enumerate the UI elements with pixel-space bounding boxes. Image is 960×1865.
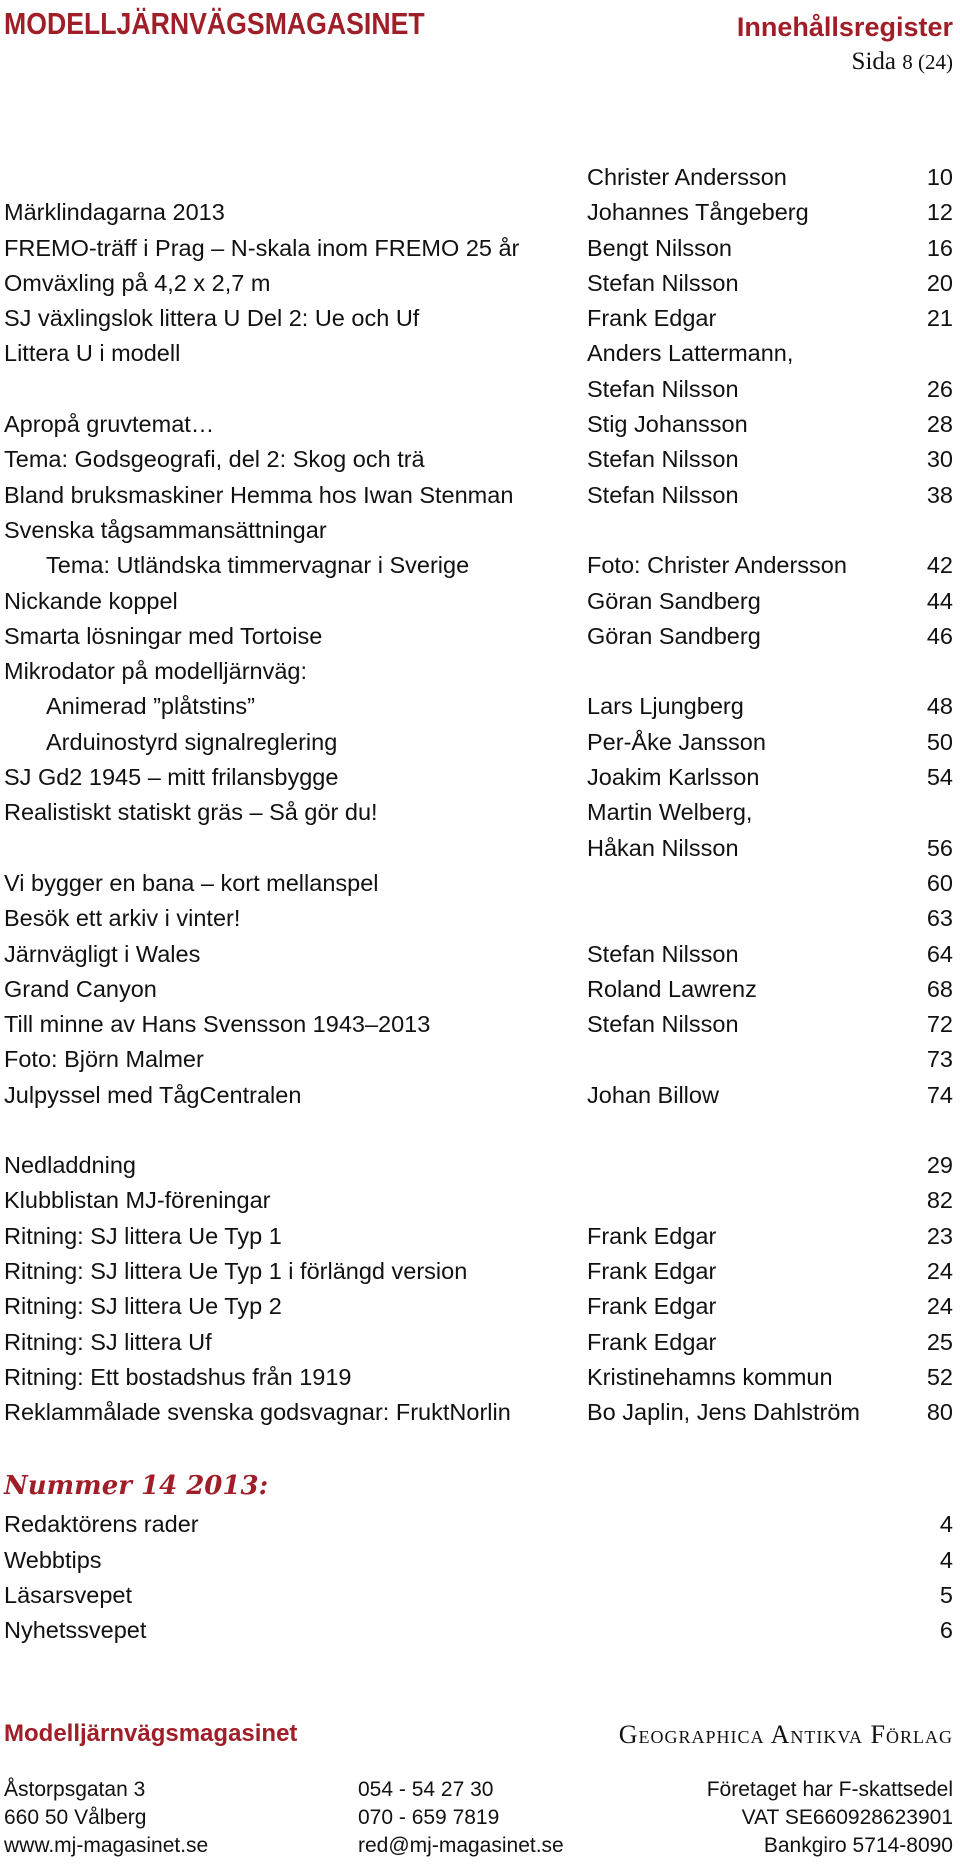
entry-title: Nickande koppel xyxy=(4,587,178,614)
entry-author: Stefan Nilsson xyxy=(587,1011,739,1038)
footer-cell: Företaget har F-skattsedel xyxy=(706,1778,953,1801)
entry-author: Johannes Tångeberg xyxy=(587,199,809,226)
entry-title: Ritning: SJ littera Ue Typ 1 i förlängd version xyxy=(4,1257,468,1284)
entry-title: FREMO-träff i Prag – N-skala inom FREMO 25 år xyxy=(4,234,520,261)
entry-author: Bengt Nilsson xyxy=(587,234,732,261)
entry-page: 10 xyxy=(926,164,953,190)
entry-author: Joakim Karlsson xyxy=(587,764,760,791)
toc-row xyxy=(0,548,960,583)
entry-page: 26 xyxy=(926,375,953,402)
toc-row xyxy=(0,407,960,442)
toc-row xyxy=(0,689,960,724)
entry-title: Vi bygger en bana – kort mellanspel xyxy=(4,869,379,896)
page-num: 8 (24) xyxy=(902,50,953,74)
toc-row xyxy=(0,1219,960,1254)
toc-row xyxy=(0,654,960,689)
entry-page: 4 xyxy=(939,1546,953,1573)
section-gap xyxy=(0,1430,960,1465)
entry-page: 21 xyxy=(926,305,953,332)
entry-author: Frank Edgar xyxy=(587,1257,717,1284)
entry-title: Tema: Godsgeografi, del 2: Skog och trä xyxy=(4,446,425,473)
section-title: Innehållsregister xyxy=(736,12,953,42)
toc-row xyxy=(0,619,960,654)
entry-title: Besök ett arkiv i vinter! xyxy=(4,905,241,932)
entry-author: Frank Edgar xyxy=(587,1222,717,1249)
section-gap xyxy=(0,1113,960,1148)
entry-title: Ritning: Ett bostadshus från 1919 xyxy=(4,1363,352,1390)
toc-row xyxy=(0,725,960,760)
toc-row xyxy=(0,1042,960,1077)
entry-author: Stefan Nilsson xyxy=(587,446,739,473)
entry-page: 68 xyxy=(926,975,953,1002)
table-of-contents xyxy=(0,160,960,1649)
entry-title: Omväxling på 4,2 x 2,7 m xyxy=(4,269,271,296)
toc-row xyxy=(0,195,960,230)
toc-row xyxy=(0,760,960,795)
entry-title: Animerad ”plåtstins” xyxy=(46,693,255,720)
entry-page: 63 xyxy=(926,905,953,932)
entry-title: Reklammålade svenska godsvagnar: FruktNorlin xyxy=(4,1399,511,1426)
entry-title: Webbtips xyxy=(4,1546,102,1573)
entry-page: 30 xyxy=(926,446,953,473)
toc-row xyxy=(0,266,960,301)
entry-title: Ritning: SJ littera Ue Typ 2 xyxy=(4,1293,282,1320)
entry-page: 72 xyxy=(926,1011,953,1038)
page-label: Sida xyxy=(851,48,896,75)
entry-page: 25 xyxy=(926,1328,953,1355)
entry-page: 44 xyxy=(926,587,953,614)
toc-row xyxy=(0,866,960,901)
entry-page: 16 xyxy=(926,234,953,261)
toc-row xyxy=(0,301,960,336)
entry-title: Apropå gruvtemat… xyxy=(4,411,215,438)
toc-row xyxy=(0,442,960,477)
entry-author: Christer Andersson xyxy=(587,164,787,190)
entry-title: Svenska tågsammansättningar xyxy=(4,516,327,543)
entry-page: 23 xyxy=(926,1222,953,1249)
entry-page: 29 xyxy=(926,1152,953,1179)
entry-title: Realistiskt statiskt gräs – Så gör du! xyxy=(4,799,378,826)
entry-author: Foto: Christer Andersson xyxy=(587,552,847,579)
footer-cell: Bankgiro 5714-8090 xyxy=(763,1834,953,1857)
toc-row xyxy=(0,1325,960,1360)
toc-row xyxy=(0,1078,960,1113)
entry-title: Järnvägligt i Wales xyxy=(4,940,201,967)
toc-row xyxy=(0,1395,960,1430)
entry-author: Stefan Nilsson xyxy=(587,940,739,967)
toc-row xyxy=(0,1543,960,1578)
entry-page: 6 xyxy=(939,1617,953,1644)
entry-title: Klubblistan MJ-föreningar xyxy=(4,1187,271,1214)
entry-author: Kristinehamns kommun xyxy=(587,1363,833,1390)
footer-cell: www.mj-magasinet.se xyxy=(4,1834,209,1857)
footer-cell: VAT SE660928623901 xyxy=(741,1806,953,1829)
toc-row xyxy=(0,160,960,195)
entry-title: Grand Canyon xyxy=(4,975,157,1002)
footer-row xyxy=(0,1832,960,1860)
toc-row xyxy=(0,831,960,866)
entry-title: Märklindagarna 2013 xyxy=(4,199,225,226)
toc-row xyxy=(0,1007,960,1042)
entry-title: Smarta lösningar med Tortoise xyxy=(4,622,323,649)
entry-page: 20 xyxy=(926,269,953,296)
entry-author: Anders Lattermann, xyxy=(587,340,794,367)
entry-page: 24 xyxy=(926,1293,953,1320)
entry-author: Frank Edgar xyxy=(587,1293,717,1320)
entry-title: Till minne av Hans Svensson 1943–2013 xyxy=(4,1011,431,1038)
entry-page: 24 xyxy=(926,1257,953,1284)
entry-author: Bo Japlin, Jens Dahlström xyxy=(587,1399,860,1426)
entry-author: Håkan Nilsson xyxy=(587,834,739,861)
entry-page: 73 xyxy=(926,1046,953,1073)
entry-author: Frank Edgar xyxy=(587,1328,717,1355)
entry-title: Littera U i modell xyxy=(4,340,181,367)
entry-page: 28 xyxy=(926,411,953,438)
toc-row xyxy=(0,584,960,619)
entry-page: 5 xyxy=(939,1581,953,1608)
entry-author: Per-Åke Jansson xyxy=(587,728,766,755)
entry-title: Ritning: SJ littera Uf xyxy=(4,1328,212,1355)
toc-row xyxy=(0,1507,960,1542)
entry-author: Roland Lawrenz xyxy=(587,975,757,1002)
entry-title: Mikrodator på modelljärnväg: xyxy=(4,658,308,685)
entry-title: Arduinostyrd signalreglering xyxy=(46,728,338,755)
entry-title: Läsarsvepet xyxy=(4,1581,133,1608)
entry-page: 64 xyxy=(926,940,953,967)
toc-row xyxy=(0,1148,960,1183)
entry-page: 48 xyxy=(926,693,953,720)
entry-page: 12 xyxy=(926,199,953,226)
entry-title: Nedladdning xyxy=(4,1152,136,1179)
entry-title: SJ Gd2 1945 – mitt frilansbygge xyxy=(4,764,339,791)
toc-row xyxy=(0,1613,960,1648)
entry-page: 46 xyxy=(926,622,953,649)
entry-page: 54 xyxy=(926,764,953,791)
page-number xyxy=(852,48,953,76)
footer-cell: red@mj-magasinet.se xyxy=(358,1834,564,1857)
entry-author: Stig Johansson xyxy=(587,411,748,438)
entry-title: Redaktörens rader xyxy=(4,1511,199,1538)
entry-page: 60 xyxy=(926,869,953,896)
issue-heading: Nummer 14 2013: xyxy=(4,1471,269,1502)
entry-title: Julpyssel med TågCentralen xyxy=(4,1081,302,1108)
footer-brand: Modelljärnvägsmagasinet xyxy=(4,1720,298,1747)
toc-row xyxy=(0,478,960,513)
entry-page: 52 xyxy=(926,1363,953,1390)
footer-row xyxy=(0,1776,960,1804)
toc-row xyxy=(0,795,960,830)
entry-author: Johan Billow xyxy=(587,1081,719,1108)
entry-page: 82 xyxy=(926,1187,953,1214)
entry-author: Frank Edgar xyxy=(587,305,717,332)
entry-page: 80 xyxy=(926,1399,953,1426)
toc-row xyxy=(0,901,960,936)
entry-title: Tema: Utländska timmervagnar i Sverige xyxy=(46,552,470,579)
entry-page: 56 xyxy=(926,834,953,861)
toc-row xyxy=(0,1183,960,1218)
entry-author: Martin Welberg, xyxy=(587,799,753,826)
entry-page: 74 xyxy=(926,1081,953,1108)
toc-row xyxy=(0,513,960,548)
entry-page: 50 xyxy=(926,728,953,755)
toc-row xyxy=(0,972,960,1007)
footer-publisher: Geographica Antikva Förlag xyxy=(618,1720,953,1749)
entry-author: Stefan Nilsson xyxy=(587,481,739,508)
entry-author: Lars Ljungberg xyxy=(587,693,744,720)
toc-row xyxy=(0,372,960,407)
entry-author: Göran Sandberg xyxy=(587,622,761,649)
entry-page: 42 xyxy=(926,552,953,579)
entry-author: Göran Sandberg xyxy=(587,587,761,614)
entry-title: SJ växlingslok littera U Del 2: Ue och Uf xyxy=(4,305,420,332)
entry-title: Nyhetssvepet xyxy=(4,1617,147,1644)
toc-row xyxy=(0,1289,960,1324)
entry-author: Stefan Nilsson xyxy=(587,375,739,402)
footer-cell: 054 - 54 27 30 xyxy=(358,1778,494,1801)
toc-row xyxy=(0,1254,960,1289)
footer-cell: 070 - 659 7819 xyxy=(358,1806,500,1829)
toc-row xyxy=(0,937,960,972)
footer-row xyxy=(0,1804,960,1832)
footer-cell: Åstorpsgatan 3 xyxy=(4,1778,146,1801)
entry-page: 4 xyxy=(939,1511,953,1538)
magazine-brand: MODELLJÄRNVÄGSMAGASINET xyxy=(4,6,425,41)
toc-row xyxy=(0,231,960,266)
entry-author: Stefan Nilsson xyxy=(587,269,739,296)
entry-title: Bland bruksmaskiner Hemma hos Iwan Stenman xyxy=(4,481,514,508)
entry-page: 38 xyxy=(926,481,953,508)
entry-title: Ritning: SJ littera Ue Typ 1 xyxy=(4,1222,282,1249)
toc-row xyxy=(0,1578,960,1613)
toc-row xyxy=(0,1360,960,1395)
entry-title: Foto: Björn Malmer xyxy=(4,1046,204,1073)
toc-row xyxy=(0,336,960,371)
footer-cell: 660 50 Vålberg xyxy=(4,1806,147,1829)
